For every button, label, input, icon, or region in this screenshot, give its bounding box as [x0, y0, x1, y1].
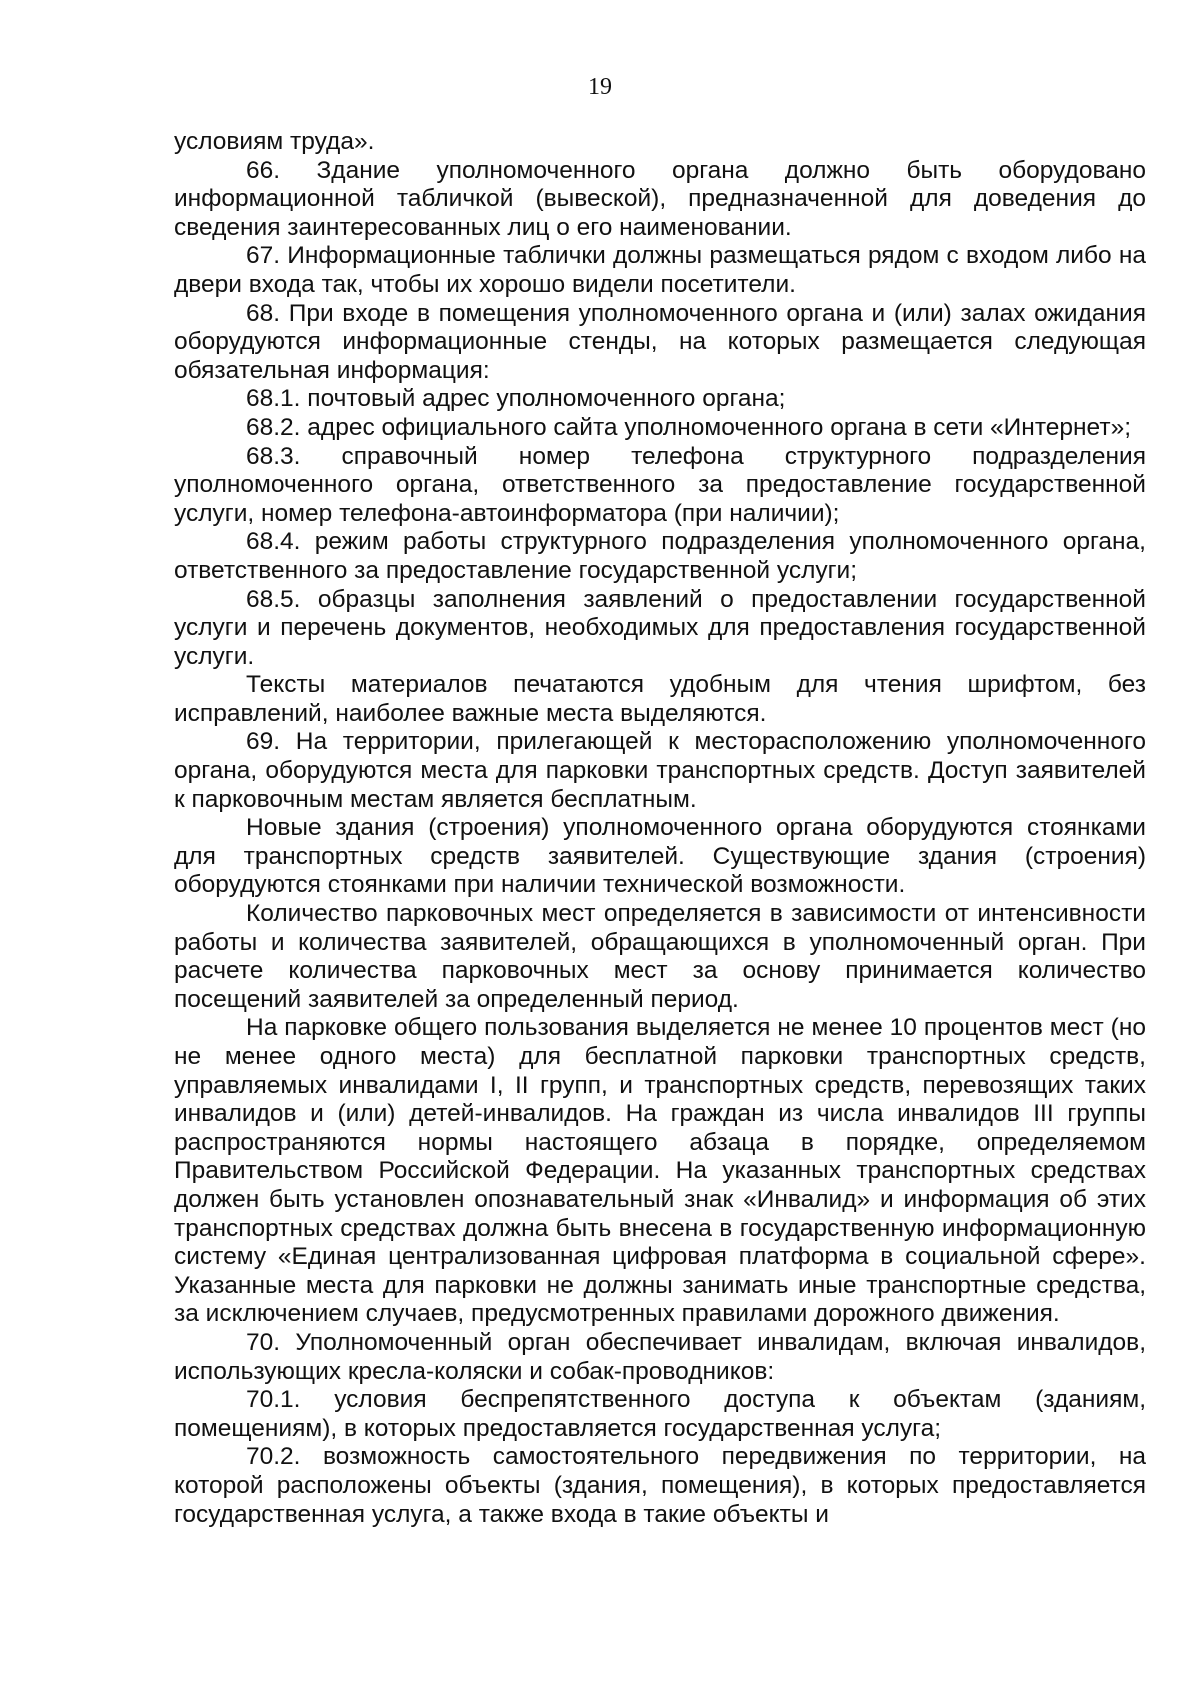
paragraph: 68.5. образцы заполнения заявлений о предоставлении государственной услуги и перечень документов, необходимых для предоставления государственной услуги. [174, 585, 1146, 670]
paragraph: Количество парковочных мест определяется в зависимости от интенсивности работы и количества заявителей, обращающихся в уполномоченный орган. При расчете количества парковочных мест за основу принимается количество посещений заявителей за определенный период. [174, 900, 1146, 1013]
paragraph: 70.2. возможность самостоятельного передвижения по территории, на которой расположены объекты (здания, помещения), в которых предоставляется государственная услуга, а также входа в такие объекты и [174, 1443, 1146, 1528]
document-body [174, 128, 1146, 1529]
paragraph: На парковке общего пользования выделяется не менее 10 процентов мест (но не менее одного места) для бесплатной парковки транспортных средств, управляемых инвалидами I, II групп, и транспортных средств, перевозящих таких инвалидов и (или) детей-инвалидов. На граждан из числа инвалидов III группы распространяются нормы настоящего абзаца в порядке, определяемом Правительством Российской Федерации. На указанных транспортных средствах должен быть установлен опознавательный знак «Инвалид» и информация об этих транспортных средствах должна быть внесена в государственную информационную систему «Единая централизованная цифровая платформа в социальной сфере». Указанные места для парковки не должны занимать иные транспортные средства, за исключением случаев, предусмотренных правилами дорожного движения. [174, 1014, 1146, 1328]
paragraph: 68.4. режим работы структурного подразделения уполномоченного органа, ответственного за предоставление государственной услуги; [174, 528, 1146, 584]
paragraph: 68.1. почтовый адрес уполномоченного органа; [246, 385, 786, 413]
paragraph: 68.3. справочный номер телефона структурного подразделения уполномоченного органа, ответственного за предоставление государственной услуги, номер телефона-автоинформатора (при наличии); [174, 442, 1146, 527]
paragraph: 66. Здание уполномоченного органа должно быть оборудовано информационной табличкой (вывеской), предназначенной для доведения до сведения заинтересованных лиц о его наименовании. [174, 156, 1146, 241]
paragraph: 67. Информационные таблички должны размещаться рядом с входом либо на двери входа так, чтобы их хорошо видели посетители. [174, 242, 1146, 298]
paragraph: 68.2. адрес официального сайта уполномоченного органа в сети «Интернет»; [246, 413, 1132, 441]
paragraph: 70. Уполномоченный орган обеспечивает инвалидам, включая инвалидов, использующих кресла-коляски и собак-проводников: [174, 1328, 1146, 1385]
paragraph: Тексты материалов печатаются удобным для чтения шрифтом, без исправлений, наиболее важные места выделяются. [174, 671, 1146, 727]
paragraph: 68. При входе в помещения уполномоченного органа и (или) залах ожидания оборудуются информационные стенды, на которых размещается следующая обязательная информация: [174, 299, 1146, 384]
page-number: 19 [588, 74, 612, 100]
paragraph: 69. На территории, прилегающей к месторасположению уполномоченного органа, оборудуются места для парковки транспортных средств. Доступ заявителей к парковочным местам является бесплатным. [174, 728, 1146, 813]
paragraph: условиям труда». [174, 128, 375, 155]
paragraph: Новые здания (строения) уполномоченного органа оборудуются стоянками для транспортных средств заявителей. Существующие здания (строения) оборудуются стоянками при наличии технической возможности. [174, 814, 1146, 899]
paragraph: 70.1. условия беспрепятственного доступа к объектам (зданиям, помещениям), в которых предоставляется государственная услуга; [174, 1386, 1146, 1442]
